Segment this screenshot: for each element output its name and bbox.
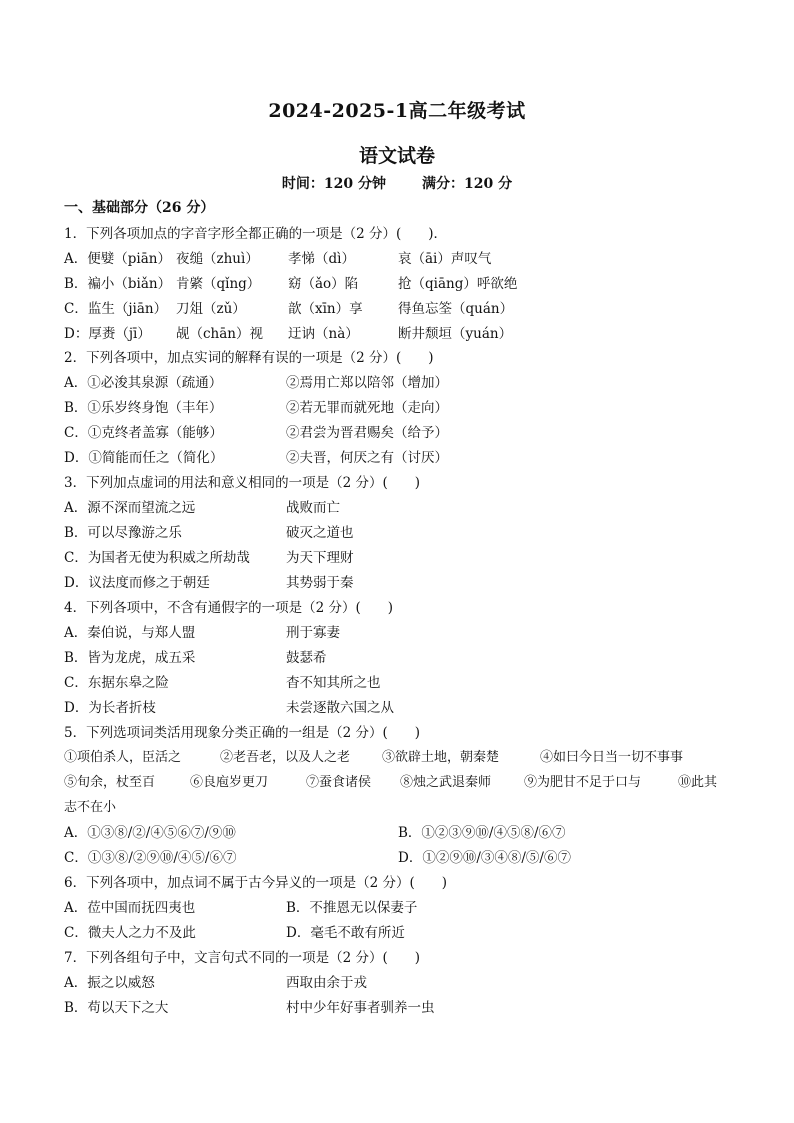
option-cell: 杳不知其所之也	[286, 675, 381, 691]
option-cell: 未尝逐散六国之从	[286, 700, 394, 716]
option-cell: 夜缒（zhuì）	[176, 251, 259, 267]
item-cell: ⑧烛之武退秦师	[400, 775, 492, 790]
option-cell: D：厚赉（jī）	[64, 326, 151, 342]
option-cell: C．监生（jiān）	[64, 301, 168, 317]
score-label: 满分：120 分	[422, 176, 513, 192]
exam-subtitle: 语文试卷	[358, 145, 435, 167]
option-cell: D．①简能而任之（简化）	[64, 450, 224, 466]
item-cell: ⑩此其	[678, 775, 718, 790]
option-cell: ②若无罪而就死地（走向）	[286, 400, 448, 416]
option-cell: B．褊小（biǎn）	[64, 276, 172, 292]
item-cell: ⑤旬余，杖至百	[64, 775, 156, 790]
option-cell: A．源不深而望流之远	[64, 500, 196, 516]
option-cell: 刀俎（zǔ）	[176, 301, 246, 317]
option-cell: 破灭之道也	[286, 525, 354, 541]
option-cell: ②夫晋，何厌之有（讨厌）	[286, 450, 448, 466]
option-cell: A．莅中国而抚四夷也	[64, 900, 196, 916]
item-cell: ⑥良庖岁更刀	[190, 775, 269, 790]
question-stem: 1．下列各项加点的字音字形全都正确的一项是（2 分）( )．	[64, 226, 448, 242]
option-cell: B．①②③⑨⑩/④⑤⑧/⑥⑦	[398, 825, 566, 841]
option-cell: 歆（xīn）享	[288, 301, 363, 317]
option-cell: A．①必浚其泉源（疏通）	[64, 375, 223, 391]
option-cell: B．皆为龙虎，成五采	[64, 650, 196, 666]
option-cell: D．①②⑨⑩/③④⑧/⑤/⑥⑦	[398, 850, 571, 866]
option-cell: B．①乐岁终身饱（丰年）	[64, 400, 223, 416]
option-cell: 觇（chān）视	[176, 326, 263, 342]
item-row-continued: 志不在小	[64, 800, 117, 815]
question-stem: 4．下列各项中，不含有通假字的一项是（2 分）( )	[64, 600, 394, 616]
option-cell: 肯綮（qǐng）	[176, 276, 261, 292]
option-cell: 窈（ǎo）陷	[288, 276, 359, 292]
option-cell: C．为国者无使为积威之所劫哉	[64, 550, 250, 566]
question-stem: 7．下列各组句子中，文言句式不同的一项是（2 分）( )	[64, 950, 421, 966]
option-cell: D．议法度而修之于朝廷	[64, 575, 210, 591]
section-heading: 一、基础部分（26 分）	[64, 200, 215, 216]
item-cell: ③欲辟土地，朝秦楚	[382, 750, 500, 765]
item-cell: ①项伯杀人，臣活之	[64, 750, 182, 765]
item-cell: ⑦蚕食诸侯	[306, 775, 372, 790]
question-stem: 2．下列各项中，加点实词的解释有误的一项是（2 分）( )	[64, 350, 434, 366]
option-cell: 迂讷（nà）	[288, 326, 359, 342]
option-cell: B．苟以天下之大	[64, 1000, 169, 1016]
option-cell: 其势弱于秦	[286, 575, 354, 591]
option-cell: 西取由余于戎	[286, 975, 367, 991]
option-cell: 孝悌（dì）	[288, 251, 355, 267]
item-cell: ⑨为肥甘不足于口与	[524, 775, 642, 790]
option-cell: D．为长者折枝	[64, 700, 156, 716]
option-cell: 为天下理财	[286, 550, 354, 566]
item-cell: ②老吾老，以及人之老	[220, 750, 351, 765]
option-cell: 村中少年好事者驯养一虫	[286, 1000, 435, 1016]
option-cell: C．东据东皋之险	[64, 675, 169, 691]
option-cell: 得鱼忘筌（quán）	[398, 301, 514, 317]
time-label: 时间：120 分钟	[281, 176, 386, 192]
option-cell: 断井颓垣（yuán）	[398, 326, 513, 342]
option-cell: A．振之以威怒	[64, 975, 155, 991]
option-cell: A．秦伯说，与郑人盟	[64, 625, 196, 641]
exam-time-score	[0, 173, 794, 193]
option-cell: 鼓瑟希	[286, 650, 327, 666]
question-stem: 5．下列选项词类活用现象分类正确的一组是（2 分）( )	[64, 725, 421, 741]
option-cell: C．微夫人之力不及此	[64, 925, 196, 941]
option-cell: 战败而亡	[286, 500, 340, 516]
option-cell: ②君尝为晋君赐矣（给予）	[286, 425, 448, 441]
option-cell: 抢（qiāng）呼欲绝	[398, 276, 518, 292]
item-cell: ④如曰今日当一切不事事	[540, 750, 684, 765]
option-cell: B．可以尽豫游之乐	[64, 525, 182, 541]
option-cell: 哀（āi）声叹气	[398, 251, 492, 267]
exam-title: 2024-2025-1高二年级考试	[268, 100, 526, 122]
question-stem: 3．下列加点虚词的用法和意义相同的一项是（2 分）( )	[64, 475, 421, 491]
option-cell: 刑于寡妻	[286, 625, 340, 641]
option-cell: C．①克终者盖寡（能够）	[64, 425, 223, 441]
question-stem: 6．下列各项中，加点词不属于古今异义的一项是（2 分）( )	[64, 875, 448, 891]
option-cell: A．便嬖（piān）	[64, 251, 171, 267]
option-cell: A．①③⑧/②/④⑤⑥⑦/⑨⑩	[64, 825, 236, 841]
option-cell: ②焉用亡郑以陪邻（增加）	[286, 375, 448, 391]
option-cell: B．不推恩无以保妻子	[286, 900, 418, 916]
option-cell: C．①③⑧/②⑨⑩/④⑤/⑥⑦	[64, 850, 237, 866]
option-cell: D．毫毛不敢有所近	[286, 925, 405, 941]
